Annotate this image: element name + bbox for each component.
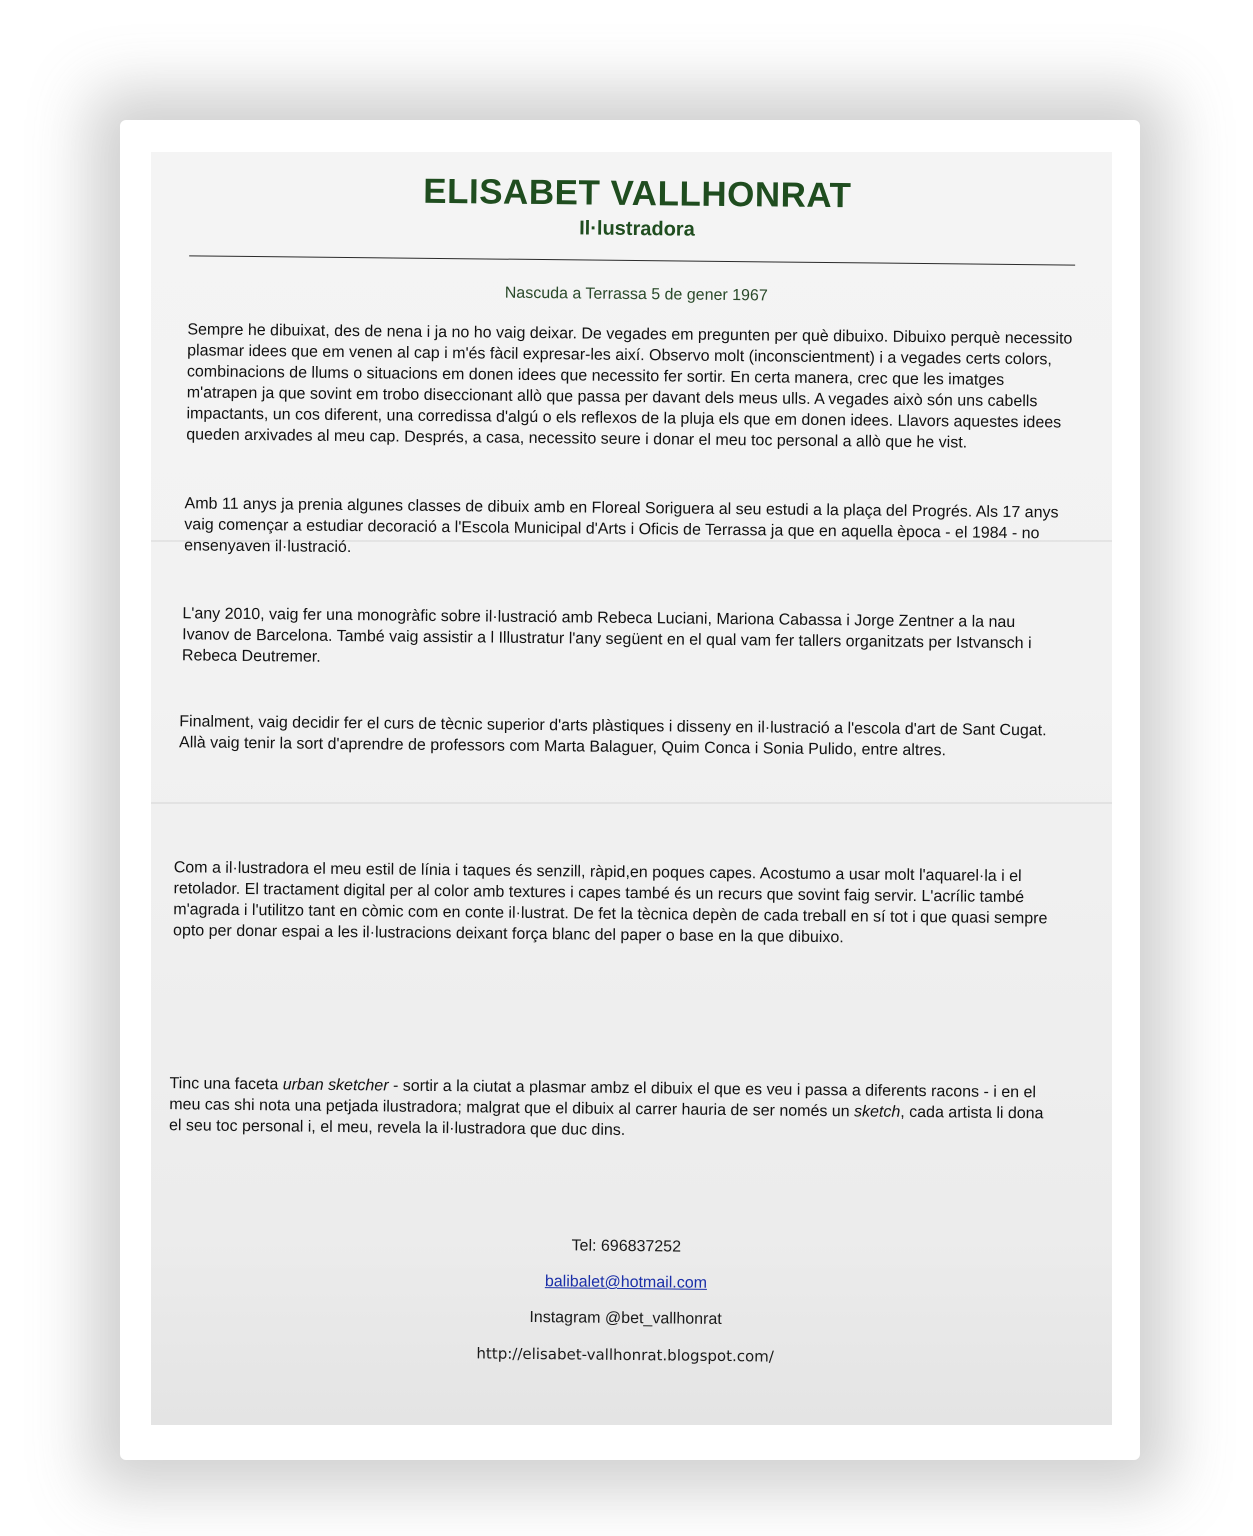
document-page xyxy=(151,152,1112,1425)
bio-paragraph-4: Finalment, vaig decidir fer el curs de tècnic superior d'arts plàstiques i disseny en il·lustració a l'escola d'art de Sant Cugat. Allà vaig tenir la sort d'aprendre de professors com Marta Balaguer, Quim Conca i Sonia Pulido, entre altres. xyxy=(178,713,1047,760)
paragraph-text: , cada artista li dona el seu toc personal i, el meu, revela la il·lustradora que duc dins. xyxy=(168,1103,1044,1139)
contact-email-line xyxy=(151,1269,1107,1297)
author-name: ELISABET VALLHONRAT xyxy=(423,171,852,216)
emphasis-urban-sketcher: urban sketcher xyxy=(282,1076,389,1095)
birth-line: Nascuda a Terrassa 5 de gener 1967 xyxy=(504,284,768,305)
header-divider xyxy=(189,255,1075,265)
bio-paragraph-6 xyxy=(169,1073,1055,1145)
contact-instagram: Instagram @bet_vallhonrat xyxy=(529,1308,722,1328)
author-role: Il·lustradora xyxy=(579,217,695,241)
contact-phone: Tel: 696837252 xyxy=(571,1237,682,1256)
email-link[interactable]: balibalet@hotmail.com xyxy=(544,1273,708,1292)
emphasis-sketch: sketch xyxy=(853,1103,901,1121)
bio-paragraph-3: L'any 2010, vaig fer una monogràfic sobre il·lustració amb Rebeca Luciani, Mariona Cabassa i Jorge Zentner a la nau Ivanov de Barcelona. També vaig assistir a l Illustratur l'any següent en el qual vam fer tallers organitzats per Istvansch i Rebeca Deutremer. xyxy=(181,605,1032,666)
document-content xyxy=(151,152,1112,1425)
bio-paragraph-2: Amb 11 anys ja prenia algunes classes de dibuix amb en Floreal Soriguera al seu estudi a la plaça del Progrés. Als 17 anys vaig començar a estudiar decoració a l'Escola Municipal d'Arts i Oficis de Terrassa ja que en aquella època - el 1984 - no ensenyaven il·lustració. xyxy=(184,495,1059,557)
paragraph-text: Tinc una faceta xyxy=(169,1075,283,1094)
paragraph-text: - sortir a la ciutat a plasmar ambz el dibuix el que es veu i passa a diferents racons - i en el meu cas shi nota una petjada ilustradora; malgrat que el dibuix al carrer hauria de ser només un xyxy=(169,1077,1037,1121)
bio-paragraph-5: Com a il·lustradora el meu estil de línia i taques és senzill, ràpid,en poques capes. Acostumo a usar molt l'aquarel·la i el retolador. El tractament digital per al color amb textures i capes també és un recurs que sovint faig servir. L'acrílic també m'agrada i l'utilitzo tant en còmic com en conte il·lustrat. De fet la tècnica depèn de cada treball en sí tot i que quasi sempre opto per donar espai a les il·lustracions deixant força blanc del paper o base en la que dibuixo. xyxy=(173,859,1048,947)
bio-paragraph-1: Sempre he dibuixat, des de nena i ja no ho vaig deixar. De vegades em pregunten per què dibuixo. Dibuixo perquè necessito plasmar idees que em venen al cap i m'és fàcil expresar-les així. Observo molt (inconscientment) i a vegades certs colors, combinacions de llums o situacions em donen idees que necessito fer sortir. En certa manera, crec que les imatges m'atrapen ja que sovint em trobo diseccionant allò que passa per davant dels meus ulls. A vegades això són uns cabells impactants, un cos diferent, una corredissa d'algú o els reflexos de la pluja els que em donen idees. Llavors aquestes idees queden arxivades al meu cap. Després, a casa, necessito seure i donar el meu toc personal a allò que he vist. xyxy=(186,321,1073,452)
contact-website: http://elisabet-vallhonrat.blogspot.com/ xyxy=(476,1344,774,1366)
